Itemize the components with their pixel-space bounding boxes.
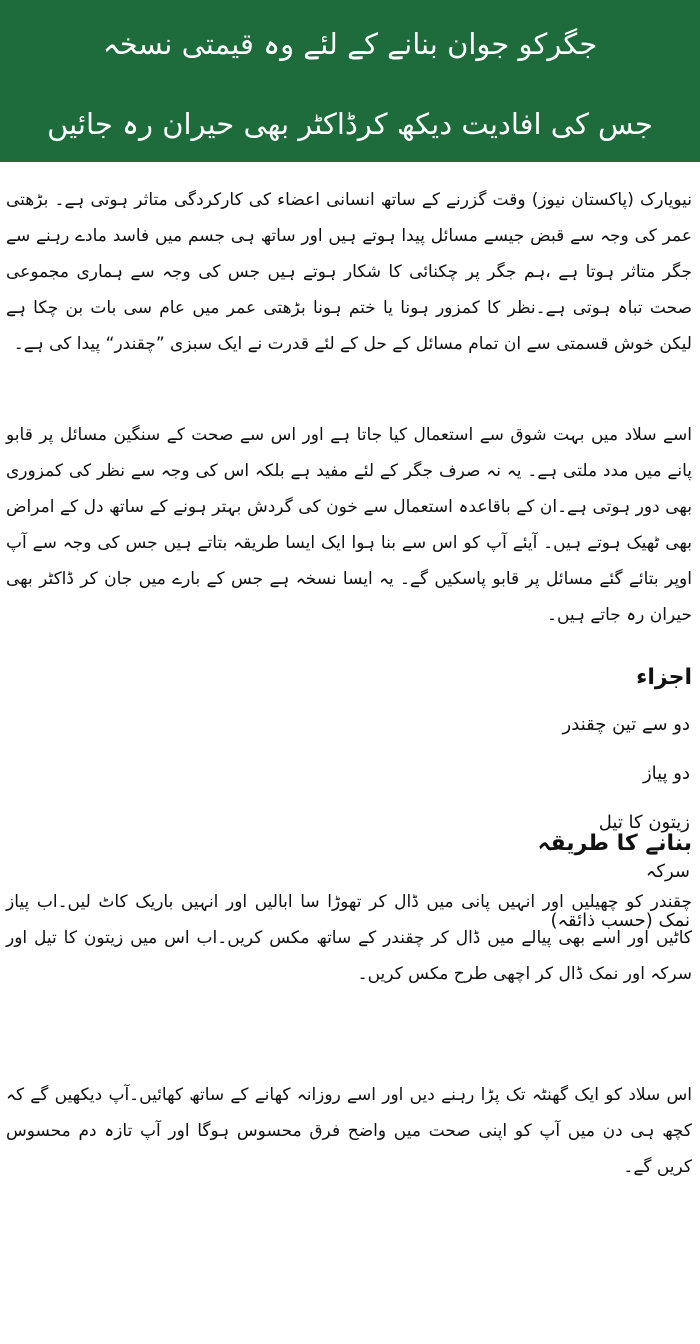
method-paragraph: چقندر کو چھیلیں اور انہیں پانی میں ڈال کر تھوڑا سا ابالیں اور انہیں باریک کاٹ لیں۔اب پیاز کاٹیں اور اسے بھی پیالے میں ڈال کر چقندر کے ساتھ مکس کریں۔اب اس میں زیتون کا تیل اور سرکہ اور نمک ڈال کر اچھی طرح مکس کریں۔ — [6, 892, 692, 984]
ingredient-item: دو سے تین چقندر — [562, 714, 690, 735]
ingredient-item: سرکہ — [645, 861, 690, 882]
closing-paragraph: اس سلاد کو ایک گھنٹہ تک پڑا رہنے دیں اور اسے روزانہ کھانے کے ساتھ کھائیں۔آپ دیکھیں گے کہ کچھ ہی دن میں آپ کو اپنی صحت میں واضح فرق محسوس ہوگا اور آپ تازہ دم محسوس کریں گے۔ — [6, 1085, 692, 1177]
intro-paragraph: نیویارک (پاکستان نیوز) وقت گزرنے کے ساتھ انسانی اعضاء کی کارکردگی متاثر ہوتی ہے۔ بڑھتی عمر کی وجہ سے قبض جیسے مسائل پیدا ہوتے ہیں اور ساتھ ہی جسم میں فاسد مادے رہنے سے جگر متاثر ہوتا ہے ،ہم جگر پر چکنائی کا شکار ہوتے ہیں جس کی وجہ سے ہماری مجموعی صحت تباہ ہوتی ہے۔نظر کا کمزور ہونا یا ختم ہونا بڑھتی عمر میں عام سی بات بن چکا ہے لیکن خوش قسمتی سے ان تمام مسائل کے حل کے لئے قدرت نے ایک سبزی ”چقندر“ پیدا کی ہے۔ — [6, 190, 692, 354]
ingredient-item: زیتون کا تیل — [598, 812, 690, 833]
ingredient-item: نمک (حسب ذائقہ) — [550, 910, 690, 931]
benefits-paragraph: اسے سلاد میں بہت شوق سے استعمال کیا جاتا ہے اور اس سے صحت کے سنگین مسائل پر قابو پانے میں مدد ملتی ہے۔ یہ نہ صرف جگر کے لئے مفید ہے بلکہ اس کی وجہ سے نظر کی کمزوری بھی دور ہوتی ہے۔ان کے باقاعدہ استعمال سے خون کی گردش بہتر ہونے کے ساتھ دل کے امراض بھی ٹھیک ہوتے ہیں۔ آیئے آپ کو اس سے بنا ہوا ایک ایسا طریقہ بتاتے ہیں جس کی وجہ سے آپ اوپر بتائے گئے مسائل پر قابو پاسکیں گے۔ یہ ایسا نسخہ ہے جس کے بارے میں جان کر ڈاکٹر بھی حیران رہ جاتے ہیں۔ — [6, 425, 692, 625]
ingredients-heading: اجزاء — [636, 665, 692, 690]
title-banner — [0, 0, 700, 162]
ingredient-item: دو پیاز — [642, 763, 690, 784]
method-heading: بنانے کا طریقہ — [537, 831, 692, 856]
headline-line-1: جگرکو جوان بنانے کے لئے وہ قیمتی نسخہ — [102, 27, 598, 61]
headline-line-2: جس کی افادیت دیکھ کرڈاکٹر بھی حیران رہ جائیں — [47, 107, 653, 141]
